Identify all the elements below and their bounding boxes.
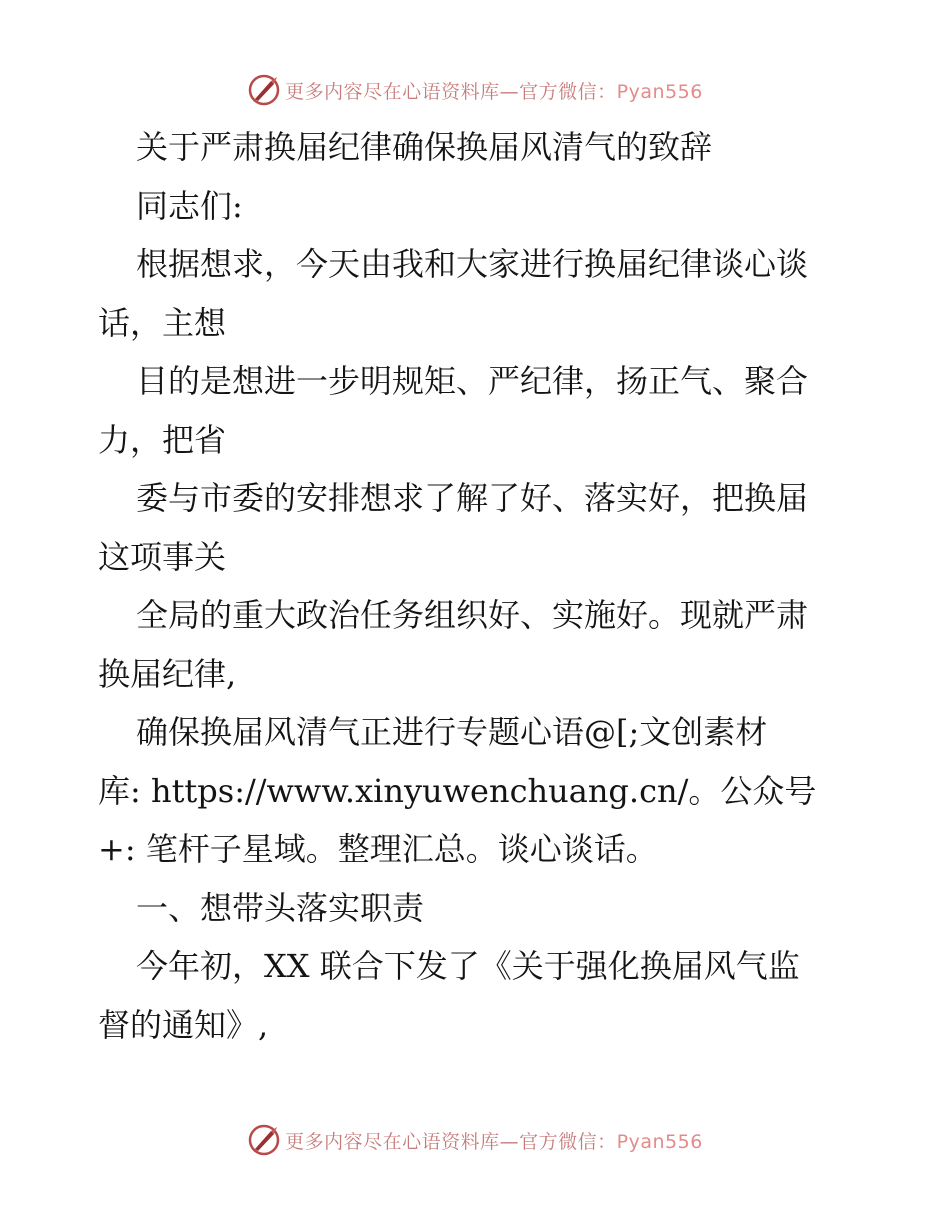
document-line: 一、想带头落实职责 — [136, 888, 425, 927]
document-line: 换届纪律, — [98, 654, 237, 693]
document-line: 关于严肃换届纪律确保换届风清气的致辞 — [136, 128, 713, 166]
document-line: 委与市委的安排想求了解了好、落实好，把换届 — [136, 479, 809, 517]
watermark-text: 更多内容尽在心语资料库—官方微信：Pyan556 — [285, 1130, 703, 1153]
document-line: 全局的重大政治任务组织好、实施好。现就严肃 — [136, 596, 809, 634]
quill-pen-logo-icon — [247, 1123, 281, 1157]
document-line: 根据想求，今天由我和大家进行换届纪律谈心谈 — [136, 245, 809, 283]
document-line: 话，主想 — [98, 303, 227, 342]
document-body — [98, 118, 858, 1054]
document-line: +: 笔杆子星域。整理汇总。谈心谈话。 — [98, 830, 658, 868]
footer-watermark-banner — [0, 1122, 950, 1158]
document-line: 今年初，XX 联合下发了《关于强化换届风气监 — [136, 947, 800, 985]
watermark-text: 更多内容尽在心语资料库—官方微信：Pyan556 — [285, 80, 703, 103]
document-line: 同志们: — [136, 186, 243, 225]
document-line: 确保换届风清气正进行专题心语@[;文创素材 — [136, 713, 768, 751]
document-line: 库: https://www.xinyuwenchuang.cn/。公众号 — [98, 771, 817, 810]
document-line: 督的通知》, — [98, 1005, 269, 1044]
header-watermark-banner — [0, 72, 950, 108]
quill-pen-logo-icon — [247, 73, 281, 107]
document-line: 力，把省 — [98, 420, 227, 459]
document-line: 这项事关 — [98, 537, 227, 576]
document-line: 目的是想进一步明规矩、严纪律，扬正气、聚合 — [136, 362, 809, 400]
